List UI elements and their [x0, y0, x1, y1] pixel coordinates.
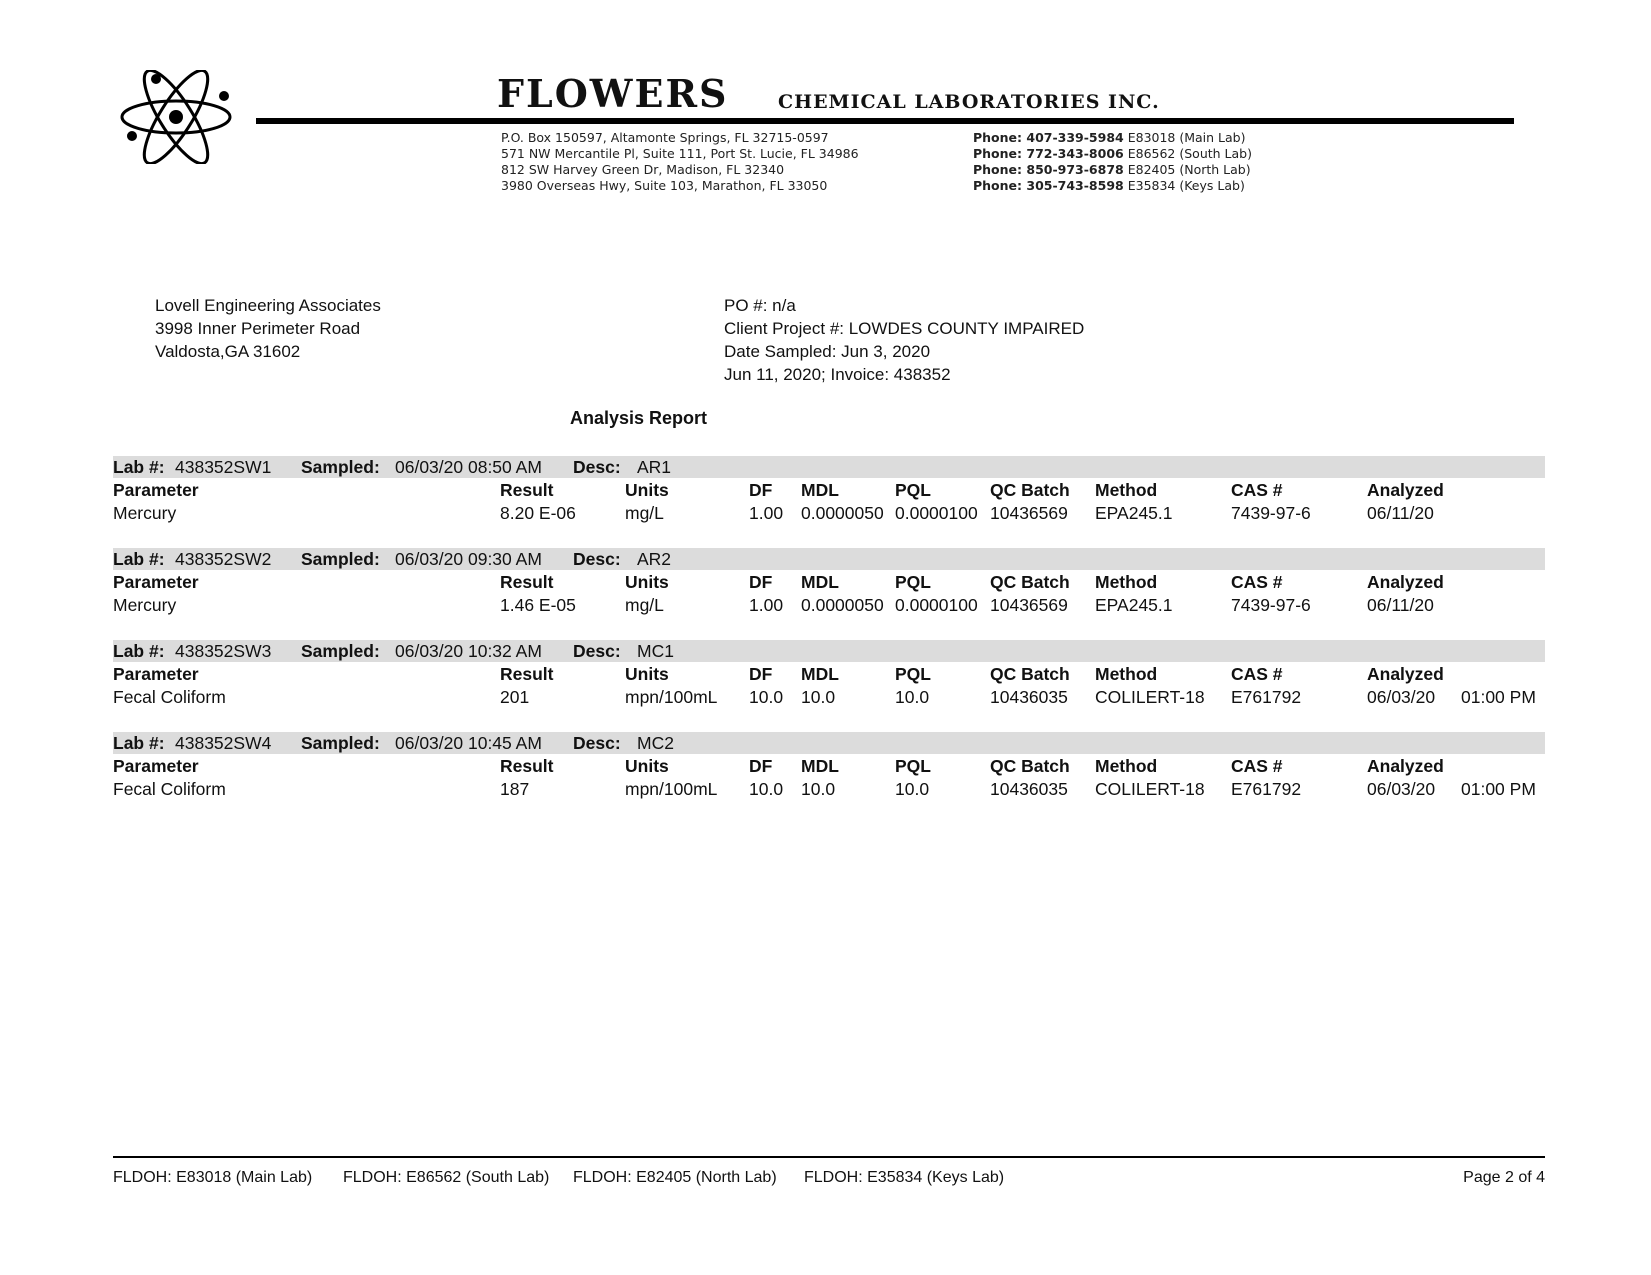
analyzed-date: 06/11/20 [1367, 503, 1434, 523]
mdl-value: 0.0000050 [801, 595, 884, 615]
pql-value: 0.0000100 [895, 595, 978, 615]
mdl-value: 0.0000050 [801, 503, 884, 523]
df-value: 1.00 [749, 503, 784, 523]
client-project: Client Project #: LOWDES COUNTY IMPAIRED [724, 319, 1085, 338]
client-city: Valdosta,GA 31602 [155, 342, 301, 361]
df-value: 10.0 [749, 687, 784, 707]
method-value: EPA245.1 [1095, 503, 1173, 523]
lab-cert: E83018 (Main Lab) [1127, 130, 1246, 145]
col-analyzed: Analyzed [1367, 664, 1444, 684]
col-result: Result [500, 480, 554, 500]
result-value: 1.46 E-05 [500, 595, 576, 615]
mdl-value: 10.0 [801, 779, 836, 799]
lab-label: Lab #: [113, 641, 165, 661]
date-sampled: Date Sampled: Jun 3, 2020 [724, 342, 931, 361]
units-value: mg/L [625, 503, 664, 523]
qc-batch-value: 10436569 [990, 595, 1068, 615]
phone-number: Phone: 407-339-5984 [973, 130, 1124, 145]
col-qc-batch: QC Batch [990, 756, 1070, 776]
cas-value: 7439-97-6 [1231, 503, 1311, 523]
cas-value: E761792 [1231, 779, 1302, 799]
result-value: 8.20 E-06 [500, 503, 576, 523]
units-value: mpn/100mL [625, 687, 718, 707]
qc-batch-value: 10436035 [990, 779, 1068, 799]
lab-cert: E86562 (South Lab) [1127, 146, 1252, 161]
col-df: DF [749, 756, 773, 776]
col-cas: CAS # [1231, 756, 1283, 776]
client-name: Lovell Engineering Associates [155, 296, 381, 315]
analyzed-time: 01:00 PM [1461, 687, 1536, 707]
col-parameter: Parameter [113, 480, 199, 500]
footer-cert: FLDOH: E35834 (Keys Lab) [804, 1169, 1005, 1186]
col-mdl: MDL [801, 664, 839, 684]
analyzed-time: 01:00 PM [1461, 779, 1536, 799]
pql-value: 10.0 [895, 687, 930, 707]
units-value: mpn/100mL [625, 779, 718, 799]
col-result: Result [500, 664, 554, 684]
parameter-value: Mercury [113, 503, 177, 523]
page-number: Page 2 of 4 [1463, 1169, 1545, 1186]
lab-cert: E35834 (Keys Lab) [1127, 178, 1245, 193]
lab-number: 438352SW2 [175, 549, 272, 569]
desc-label: Desc: [573, 457, 621, 477]
invoice-line: Jun 11, 2020; Invoice: 438352 [724, 365, 951, 384]
po-number: PO #: n/a [724, 296, 796, 315]
brand-name: FLOWERS [497, 71, 729, 116]
sampled-datetime: 06/03/20 10:32 AM [395, 641, 542, 661]
sampled-datetime: 06/03/20 10:45 AM [395, 733, 542, 753]
method-value: EPA245.1 [1095, 595, 1173, 615]
desc-value: AR1 [637, 457, 672, 477]
header-rule [256, 118, 1514, 124]
phone-number: Phone: 772-343-8006 [973, 146, 1124, 161]
lab-number: 438352SW1 [175, 457, 272, 477]
col-cas: CAS # [1231, 664, 1283, 684]
lab-number: 438352SW3 [175, 641, 272, 661]
col-units: Units [625, 480, 669, 500]
address-line: 3980 Overseas Hwy, Suite 103, Marathon, FL 33050 [501, 178, 828, 193]
col-analyzed: Analyzed [1367, 756, 1444, 776]
phone-line [973, 130, 1245, 146]
atom-logo-icon [118, 70, 238, 164]
col-qc-batch: QC Batch [990, 572, 1070, 592]
qc-batch-value: 10436569 [990, 503, 1068, 523]
qc-batch-value: 10436035 [990, 687, 1068, 707]
col-mdl: MDL [801, 572, 839, 592]
phone-line [973, 178, 1245, 194]
col-method: Method [1095, 756, 1158, 776]
col-pql: PQL [895, 480, 931, 500]
footer-cert: FLDOH: E86562 (South Lab) [343, 1169, 550, 1186]
col-pql: PQL [895, 756, 931, 776]
col-parameter: Parameter [113, 664, 199, 684]
col-units: Units [625, 572, 669, 592]
address-line: 571 NW Mercantile Pl, Suite 111, Port St. Lucie, FL 34986 [501, 146, 859, 161]
lab-label: Lab #: [113, 549, 165, 569]
col-method: Method [1095, 480, 1158, 500]
col-method: Method [1095, 572, 1158, 592]
col-parameter: Parameter [113, 572, 199, 592]
lab-number: 438352SW4 [175, 733, 272, 753]
result-value: 187 [500, 779, 530, 799]
col-qc-batch: QC Batch [990, 480, 1070, 500]
sampled-label: Sampled: [301, 549, 380, 569]
analyzed-date: 06/03/20 [1367, 779, 1436, 799]
col-cas: CAS # [1231, 480, 1283, 500]
footer-cert: FLDOH: E83018 (Main Lab) [113, 1169, 313, 1186]
col-units: Units [625, 756, 669, 776]
col-pql: PQL [895, 572, 931, 592]
sampled-label: Sampled: [301, 457, 380, 477]
col-result: Result [500, 756, 554, 776]
pql-value: 0.0000100 [895, 503, 978, 523]
sampled-label: Sampled: [301, 641, 380, 661]
col-cas: CAS # [1231, 572, 1283, 592]
cas-value: E761792 [1231, 687, 1302, 707]
col-mdl: MDL [801, 756, 839, 776]
parameter-value: Fecal Coliform [113, 779, 226, 799]
sampled-datetime: 06/03/20 08:50 AM [395, 457, 542, 477]
report-title: Analysis Report [570, 408, 708, 428]
address-line: 812 SW Harvey Green Dr, Madison, FL 32340 [501, 162, 785, 177]
address-line: P.O. Box 150597, Altamonte Springs, FL 32715-0597 [501, 130, 829, 145]
pql-value: 10.0 [895, 779, 930, 799]
df-value: 1.00 [749, 595, 784, 615]
analyzed-date: 06/11/20 [1367, 595, 1434, 615]
method-value: COLILERT-18 [1095, 779, 1205, 799]
footer-rule [113, 1156, 1545, 1158]
cas-value: 7439-97-6 [1231, 595, 1311, 615]
lab-label: Lab #: [113, 733, 165, 753]
col-units: Units [625, 664, 669, 684]
desc-value: MC2 [637, 733, 674, 753]
units-value: mg/L [625, 595, 664, 615]
footer-cert: FLDOH: E82405 (North Lab) [573, 1169, 777, 1186]
desc-value: AR2 [637, 549, 672, 569]
phone-number: Phone: 305-743-8598 [973, 178, 1124, 193]
col-df: DF [749, 664, 773, 684]
col-df: DF [749, 480, 773, 500]
col-qc-batch: QC Batch [990, 664, 1070, 684]
parameter-value: Fecal Coliform [113, 687, 226, 707]
method-value: COLILERT-18 [1095, 687, 1205, 707]
df-value: 10.0 [749, 779, 784, 799]
col-analyzed: Analyzed [1367, 572, 1444, 592]
col-pql: PQL [895, 664, 931, 684]
brand-subtitle: CHEMICAL LABORATORIES INC. [778, 91, 1160, 113]
desc-label: Desc: [573, 549, 621, 569]
mdl-value: 10.0 [801, 687, 836, 707]
col-analyzed: Analyzed [1367, 480, 1444, 500]
phone-number: Phone: 850-973-6878 [973, 162, 1124, 177]
desc-label: Desc: [573, 641, 621, 661]
lab-label: Lab #: [113, 457, 165, 477]
client-street: 3998 Inner Perimeter Road [155, 319, 361, 338]
analyzed-date: 06/03/20 [1367, 687, 1436, 707]
col-df: DF [749, 572, 773, 592]
desc-label: Desc: [573, 733, 621, 753]
sampled-label: Sampled: [301, 733, 380, 753]
phone-line [973, 146, 1252, 162]
sampled-datetime: 06/03/20 09:30 AM [395, 549, 542, 569]
col-result: Result [500, 572, 554, 592]
col-mdl: MDL [801, 480, 839, 500]
col-parameter: Parameter [113, 756, 199, 776]
parameter-value: Mercury [113, 595, 177, 615]
result-value: 201 [500, 687, 530, 707]
lab-cert: E82405 (North Lab) [1127, 162, 1251, 177]
desc-value: MC1 [637, 641, 674, 661]
phone-line [973, 162, 1251, 178]
col-method: Method [1095, 664, 1158, 684]
